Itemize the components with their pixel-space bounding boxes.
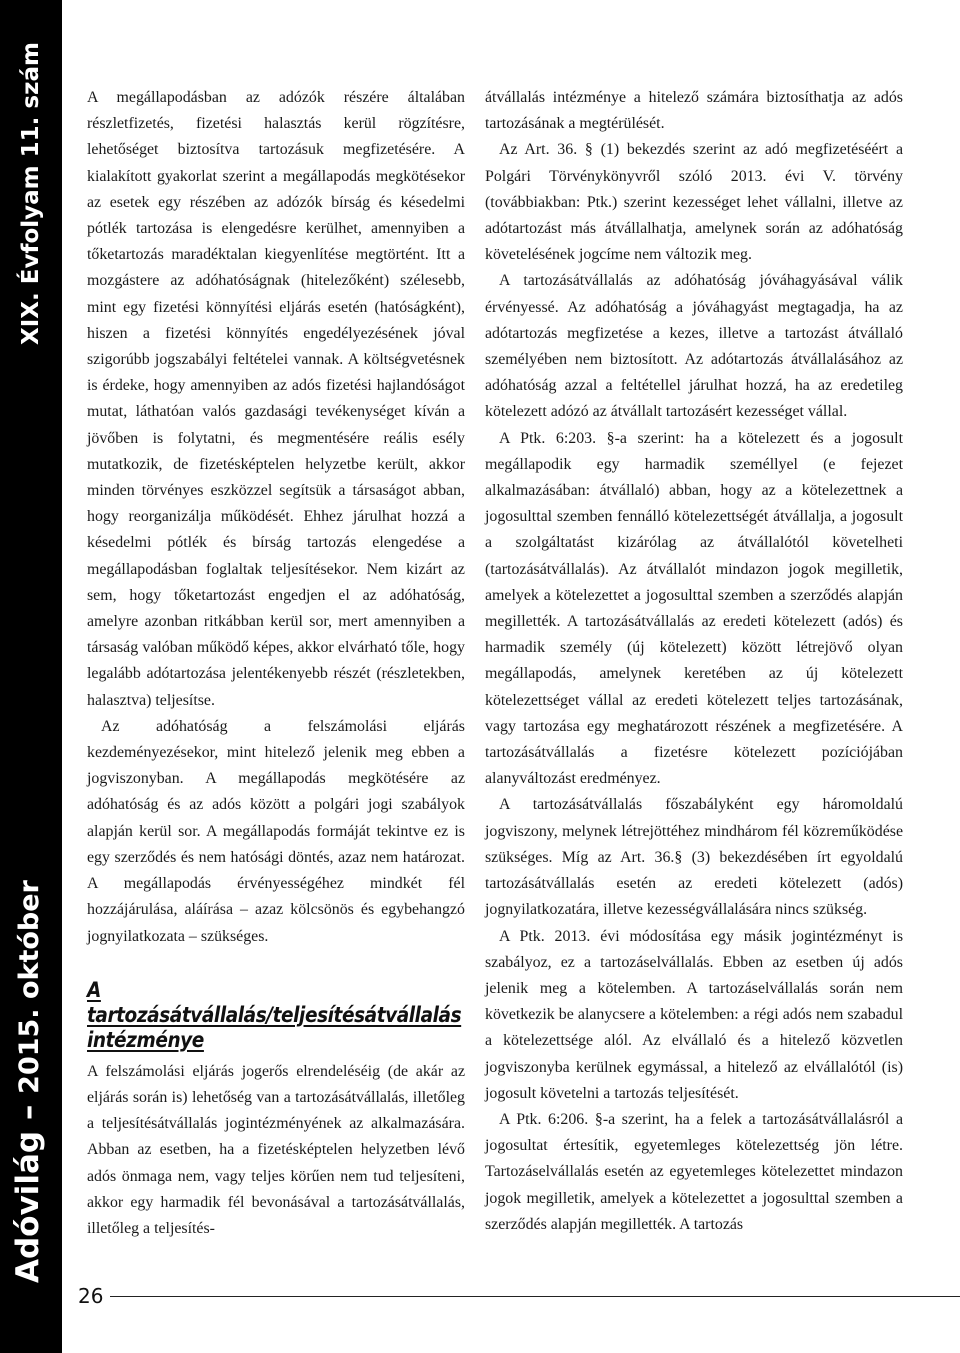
paragraph: Az Art. 36. § (1) bekezdés szerint az adó megfizetéséért a Polgári Törvénykönyvről szóló 2013. évi V. törvény (továbbiakban: Ptk.) szerint kezességet lehet vállalni, illetve az adótartozást más átvállalhatja, amelynek során az adóhatóság követelésének jogcíme nem változik meg. bbox=[485, 141, 903, 264]
right-column bbox=[485, 85, 903, 1238]
paragraph: Az adóhatóság a felszámolási eljárás kezdeményezésekor, mint hitelező jelenik meg ebben a jogviszonyban. A megállapodás megkötésére az adóhatóság és az adós között a polgári jogi szabályok alapján kerül sor. A megállapodás formáját tekintve ez is egy szerződés és nem hatósági döntés, azaz nem határozat. A megállapodás érvényességéhez mindkét fél hozzájárulása, aláírása – azaz kölcsönös és egybehangzó jognyilatkozata – szükséges. bbox=[87, 717, 465, 945]
magazine-name: Adóvilág bbox=[10, 1130, 46, 1283]
paragraph: átvállalás intézménye a hitelező számára biztosíthatja az adós tartozásának a megtérülését. bbox=[485, 89, 903, 133]
magazine-title bbox=[10, 880, 48, 1283]
page-number: 26 bbox=[78, 1284, 104, 1308]
paragraph: A megállapodásban az adózók részére általában részletfizetés, fizetési halasztás kerül rögzítésre, lehetőséget biztosítva tartozásuk megfizetésére. A kialakított gyakorlat szerint a megállapodás megkötésekor az esetek egy részében az adózók bírság és késedelmi pótlék tartozása is elengedésre kerülhet, amennyiben a tőketartozás maradéktalan kiegyenlítése megtörtént. Itt a mozgástere az adóhatóságnak (hitelezőként) szélesebb, mint egy fizetési könnyítési eljárás esetén (hatóságként), hiszen a fizetési könnyítés engedélyezésének jóval szigorúbb jogszabályi feltételei vannak. A költségvetésnek is érdeke, hogy amennyiben az adós fizetési hajlandóságot mutat, láthatóan valós gazdasági tevékenységet kíván a jövőben is folytatni, és megmentésére reális esély mutatkozik, de fizetésképtelen helyzetbe került, akkor minden törvényes eszközzel segítsük a társaságot abban, hogy reorganizálja működését. Ehhez járulhat hozzá a késedelmi pótlék és bírság tartozás elengedése a megállapodásban foglaltak teljesítésekor. Nem kizárt az sem, hogy tőketartozást engedjen el az adóhatóság, amelyre azonban ritkábban kerül sor, mert amennyiben a társaság valóban működő képes, akkor elvárható tőle, hogy legalább adótartozása jelentékenyebb részét (részletekben, halasztva) teljesítse. bbox=[87, 89, 465, 709]
issue-date: 2015. október bbox=[14, 880, 45, 1094]
sidebar-band bbox=[0, 0, 62, 1353]
paragraph: A Ptk. 6:206. §-a szerint, ha a felek a tartozásátvállalásról a jogosultat értesítik, egyetemleges kötelezettség jön létre. Tartozáselvállalás esetén az egyetemleges kötelezettet mindazon jogok megilletik, amelyek a kötelezettet a jogosulttal szemben a szerződés alapján megillették. A tartozás bbox=[485, 1110, 903, 1233]
paragraph: A Ptk. 6:203. §-a szerint: ha a kötelezett és a jogosult megállapodik egy harmadik személlyel (e fejezet alkalmazásában: átvállaló) abban, hogy az a kötelezettnek a jogosulttal szemben fennálló kötelezettségét átvállalja, a jogosult a szolgáltatást kizárólag az átvállalótól követelheti (tartozásátvállalás). Az átvállalót mindazon jogok megilletik, amelyek a kötelezettet a jogosulttal szemben a szerződés alapján megillették. A tartozásátvállalás az eredeti kötelezett (adós) és harmadik személy (új kötelezett) között létrejövő olyan megállapodás, amelynek keretében az új kötelezett kötelezettséget vállal az eredeti kötelezett teljes tartozásának, vagy tartozása egy meghatározott részének a megfizetésére. A tartozásátvállalás a fizetésre kötelezett pozíciójában alanyváltozást eredményez. bbox=[485, 429, 903, 788]
paragraph: A felszámolási eljárás jogerős elrendeléséig (de akár az eljárás során is) lehetőség van a tartozásátvállalás, illetőleg a teljesítésátvállalás jogintézményének az alkalmazására. Abban az esetben, ha a fizetésképtelen helyzetben lévő adós önmaga nem, vagy teljes körűen nem tud teljesíteni, akkor egy harmadik fél bevonásával a tartozásátvállalás, illetőleg a teljesítés- bbox=[87, 1062, 465, 1237]
volume-label: XIX. Évfolyam 11. szám bbox=[18, 42, 44, 345]
paragraph: A tartozásátvállalás az adóhatóság jóváhagyásával válik érvényessé. Az adóhatóság a jóváhagyást megtagadja, ha az adótartozás megfizetése a kezes, illetve a tartozást átvállaló személyében nem biztosított. Az adótartozás átvállalásához az adóhatóság azzal a feltétellel járulhat hozzá, ha az eredetileg kötelezett adózó az átvállalt tartozásért kezességet vállal. bbox=[485, 272, 903, 421]
paragraph: A tartozásátvállalás főszabályként egy háromoldalú jogviszony, melynek létrejöttéhez mindhárom fél közreműködése szükséges. Míg az Art. 36.§ (3) bekezdésében írt egyoldalú tartozásátvállalás esetén az eredeti kötelezett (adós) jognyilatkozatára, illetve kezességvállalására nincs szükség. bbox=[485, 796, 903, 919]
left-column bbox=[87, 85, 465, 1242]
section-heading: A tartozásátvállalás/teljesítésátvállalás intézménye bbox=[87, 977, 462, 1053]
paragraph: A Ptk. 2013. évi módosítása egy másik jogintézményt is szabályoz, ez a tartozáselvállalás. Ebben az esetben új adós jelenik meg a kötelemben. A tartozáselvállalás során nem következik be alanycsere a kötelemben: a régi adós nem szabadul a kötelezettsége alól. Az elvállaló és a hitelező közvetlen jogviszonyba kerülnek egymással, a hitelező az elvállalótól (is) jogosult követelni a tartozás teljesítését. bbox=[485, 927, 903, 1102]
footer-rule bbox=[110, 1296, 960, 1297]
title-dash: – bbox=[10, 1093, 46, 1131]
